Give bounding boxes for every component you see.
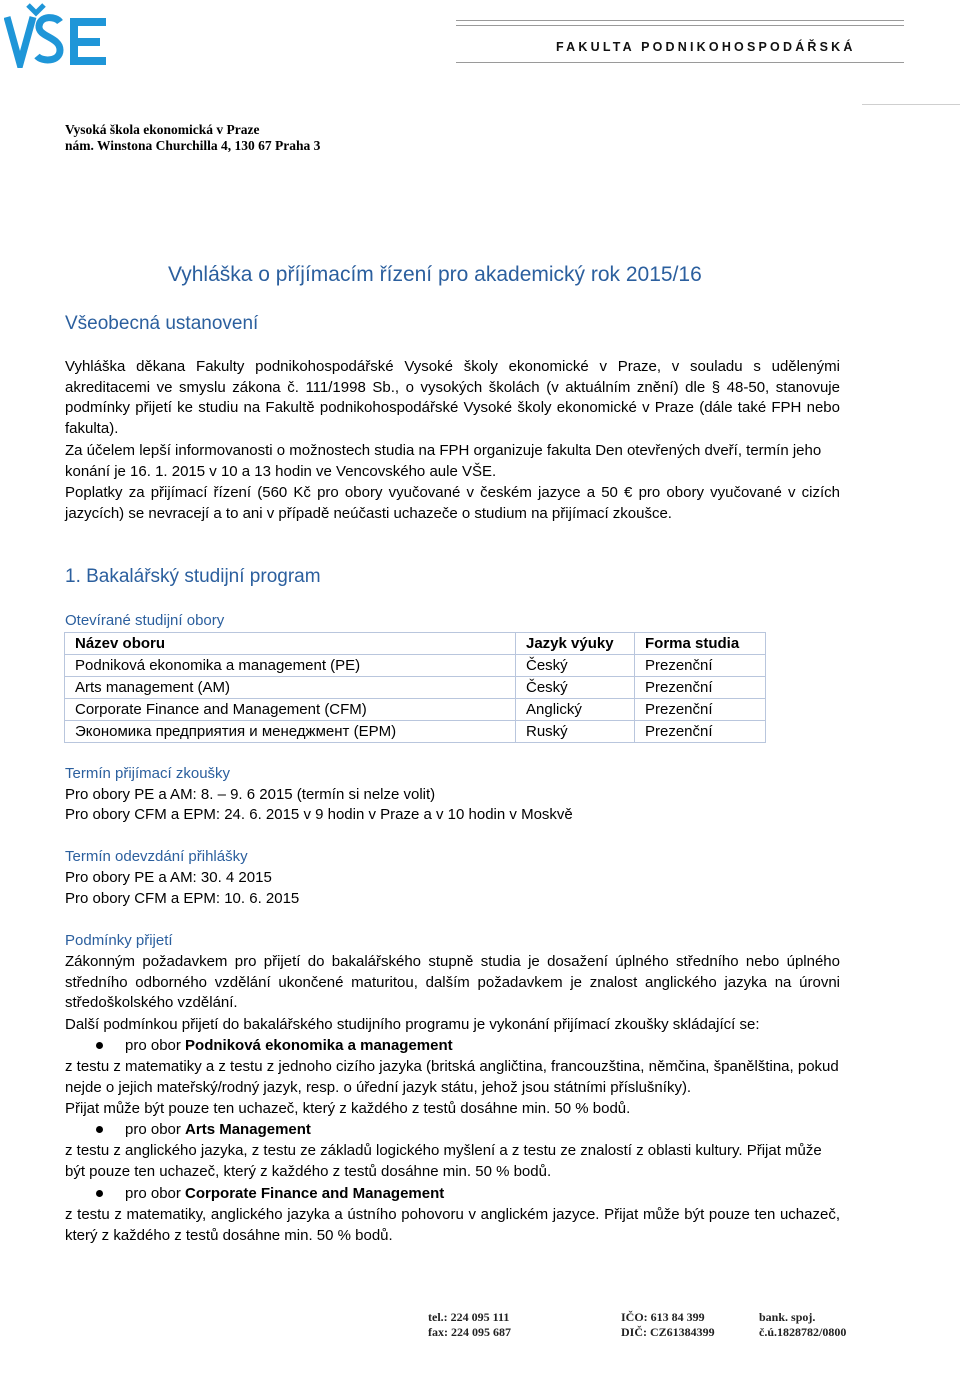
table-header-row [65,633,766,655]
header-rules [456,14,904,26]
table-row [65,677,766,699]
exam-heading: Termín přijímací zkoušky [65,765,231,782]
table-cell: Ruský [516,721,635,743]
table-cell: Prezenční [635,699,766,721]
page-title: Vyhláška o příjímacím řízení pro akademický rok 2015/16 [168,263,702,286]
program-prefix: pro obor [125,1121,186,1138]
vse-logo [4,2,108,68]
footer-account: č.ú.1828782/0800 [759,1325,847,1339]
submit-heading: Termín odevzdání přihlášky [65,848,248,865]
table-header: Forma studia [635,633,766,655]
faculty-name: FAKULTA PODNIKOHOSPODÁŘSKÁ [556,40,856,54]
header-rule-bottom [456,62,904,63]
school-name: Vysoká škola ekonomická v Praze [65,122,260,137]
decorative-rule [862,104,960,105]
program-name: Arts Management [185,1121,311,1138]
program-item-pe [96,1037,453,1054]
general-paragraph-1: Vyhláška děkana Fakulty podnikohospodářské Vysoké školy ekonomické v Praze, v souladu s udělenými akreditacemi ve smyslu zákona č. 111/1998 Sb., o vysokých školách (v aktuálním znění) dle § 48-50, stanovuje podmínky přijetí ke studiu na Fakultě podnikohospodářské Vysoké školy ekonomické v Praze (dále také FPH nebo fakulta). [65,358,840,437]
table-cell: Prezenční [635,677,766,699]
footer-tel: tel.: 224 095 111 [428,1310,510,1324]
table-cell: Český [516,655,635,677]
program-text-am: z testu z anglického jazyka, z testu ze základů logického myšlení a z testu ze znalostí z oblasti kultury. Přijat může být pouze ten uchazeč, který z každého z testů dosáhne min. 50 % bodů. [65,1142,822,1180]
submit-line-1: Pro obory PE a AM: 30. 4 2015 [65,869,272,886]
table-row [65,655,766,677]
program-prefix: pro obor [125,1185,186,1202]
header-rule [456,25,904,26]
table-cell: Arts management (AM) [65,677,516,699]
table-row [65,721,766,743]
program-item-am [96,1121,311,1138]
program-extra-pe: Přijat může být pouze ten uchazeč, který z každého z testů dosáhne min. 50 % bodů. [65,1100,631,1117]
program-text-cfm: z testu z matematiky, anglického jazyka a ústního pohovoru v anglickém jazyce. Přijat může být pouze ten uchazeč, který z každého z testů dosáhne min. 50 % bodů. [65,1206,840,1244]
table-cell: Český [516,677,635,699]
table-cell: Podniková ekonomika a management (PE) [65,655,516,677]
footer-bank: bank. spoj. [759,1310,816,1324]
conditions-paragraph-2: Další podmínkou přijetí do bakalářského studijního programu je vykonání přijímací zkoušky skládající se: [65,1016,760,1033]
general-paragraph-2: Za účelem lepší informovanosti o možnostech studia na FPH organizuje fakulta Den otevřených dveří, termín jeho konání je 16. 1. 2015 v 10 a 13 hodin ve Vencovského aule VŠE. [65,442,822,480]
table-cell: Prezenční [635,721,766,743]
footer-dic: DIČ: CZ61384399 [621,1325,715,1339]
table-header: Jazyk výuky [516,633,635,655]
bullet-icon [96,1126,103,1133]
fields-heading: Otevírané studijní obory [65,612,225,629]
general-paragraph-3: Poplatky za přijímací řízení (560 Kč pro obory vyučované v českém jazyce a 50 € pro obory vyučované v cizích jazycích) se nevracejí a to ani v případě neúčasti uchazeče o studium na přijímací zkoušce. [65,484,840,522]
bullet-icon [96,1190,103,1197]
school-address: nám. Winstona Churchilla 4, 130 67 Praha 3 [65,138,321,153]
general-heading: Všeobecná ustanovení [65,313,259,334]
table-cell: Anglický [516,699,635,721]
fields-table [64,632,766,743]
program-text-pe: z testu z matematiky a z testu z jednoho cizího jazyka (britská angličtina, francouzština, němčina, španělština, pokud nejde o jejich mateřský/rodný jazyk, resp. o úřední jazyk státu, jehož jsou státními příslušníky). [65,1058,839,1096]
program-prefix: pro obor [125,1037,186,1054]
program-name: Corporate Finance and Management [185,1185,445,1202]
bachelor-heading: 1. Bakalářský studijní program [65,566,321,587]
table-header: Název oboru [65,633,516,655]
exam-line-2: Pro obory CFM a EPM: 24. 6. 2015 v 9 hodin v Praze a v 10 hodin v Moskvě [65,806,573,823]
exam-line-1: Pro obory PE a AM: 8. – 9. 6 2015 (termín si nelze volit) [65,786,436,803]
table-cell: Prezenční [635,655,766,677]
bullet-icon [96,1042,103,1049]
logo-text [108,2,109,3]
program-item-cfm [96,1185,444,1202]
submit-line-2: Pro obory CFM a EPM: 10. 6. 2015 [65,890,300,907]
vse-logo-mark [4,2,108,68]
table-cell: Экономика предприятия и менеджмент (EPM) [65,721,516,743]
table-row [65,699,766,721]
conditions-paragraph-1: Zákonným požadavkem pro přijetí do bakalářského stupně studia je dosažení úplného středního nebo úplného středního odborného vzdělání ukončené maturitou, dalším požadavkem je znalost anglického jazyka na úrovni středoškolského vzdělání. [65,953,840,1012]
table-cell: Corporate Finance and Management (CFM) [65,699,516,721]
conditions-heading: Podmínky přijetí [65,932,173,949]
footer-ico: IČO: 613 84 399 [621,1310,705,1324]
header-rule [456,20,904,21]
footer-fax: fax: 224 095 687 [428,1325,511,1339]
program-name: Podniková ekonomika a management [185,1037,453,1054]
